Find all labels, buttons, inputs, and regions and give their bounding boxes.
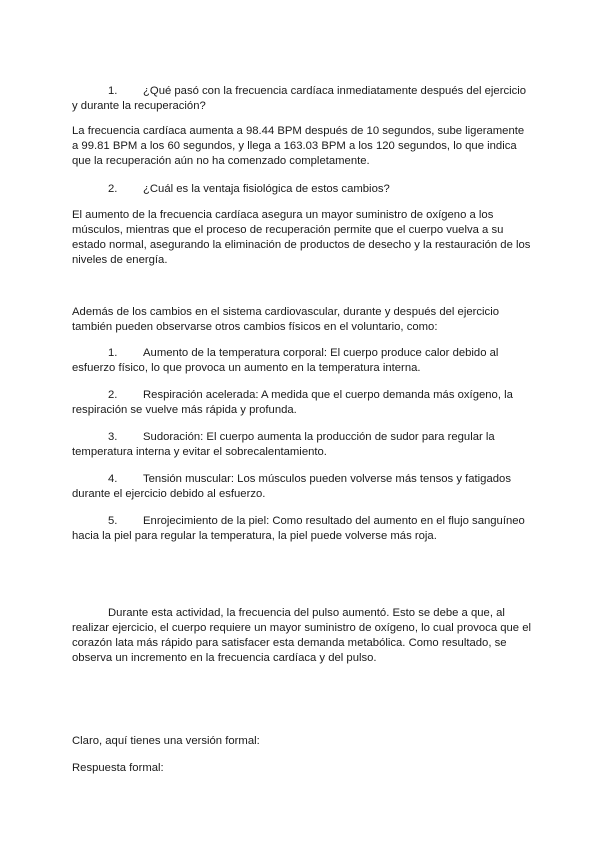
list-item-line1: Respiración acelerada: A medida que el cuerpo demanda más oxígeno, la <box>143 389 513 401</box>
list-item-line2: hacia la piel para regular la temperatura, la piel puede volverse más roja. <box>72 530 437 542</box>
list-item <box>72 346 532 376</box>
question-1-number: 1. <box>108 85 118 97</box>
list-item <box>72 388 532 418</box>
list-item-line2: respiración se vuelve más rápida y profunda. <box>72 404 297 416</box>
physical-changes-intro: Además de los cambios en el sistema cardiovascular, durante y después del ejercicio también pueden observarse otros cambios físicos en el voluntario, como: <box>72 306 499 333</box>
list-item-number: 4. <box>108 473 118 485</box>
question-2-line1: ¿Cuál es la ventaja fisiológica de estos cambios? <box>143 183 390 195</box>
list-item <box>72 430 532 460</box>
list-item-number: 5. <box>108 515 118 527</box>
list-item-line2: esfuerzo físico, lo que provoca un aumento en la temperatura interna. <box>72 362 421 374</box>
list-item-line1: Tensión muscular: Los músculos pueden volverse más tensos y fatigados <box>143 473 511 485</box>
list-item-number: 2. <box>108 389 118 401</box>
list-item <box>72 472 532 502</box>
list-item-number: 1. <box>108 347 118 359</box>
question-1-line1: ¿Qué pasó con la frecuencia cardíaca inmediatamente después del ejercicio <box>143 85 527 97</box>
question-2-number: 2. <box>108 183 118 195</box>
list-item-line1: Aumento de la temperatura corporal: El cuerpo produce calor debido al <box>143 347 499 359</box>
list-item-line2: durante el ejercicio debido al esfuerzo. <box>72 488 266 500</box>
list-item-line1: Sudoración: El cuerpo aumenta la producción de sudor para regular la <box>143 431 495 443</box>
list-item <box>72 514 532 544</box>
list-item-number: 3. <box>108 431 118 443</box>
formal-version-line: Claro, aquí tienes una versión formal: <box>72 735 260 747</box>
question-1 <box>72 84 532 114</box>
list-item-line2: temperatura interna y evitar el sobrecalentamiento. <box>72 446 327 458</box>
pulse-paragraph-text: Durante esta actividad, la frecuencia del pulso aumentó. Esto se debe a que, al realizar ejercicio, el cuerpo requiere un mayor suministro de oxígeno, lo cual provoca que el corazón lata más rápido para satisfacer esta demanda metabólica. Como resultado, se observa un incremento en la frecuencia cardíaca y del pulso. <box>72 607 532 664</box>
answer-2-paragraph: El aumento de la frecuencia cardíaca asegura un mayor suministro de oxígeno a los músculos, mientras que el proceso de recuperación permite que el cuerpo vuelva a su estado normal, asegurando la eliminación de productos de desecho y la restauración de los niveles de energía. <box>72 209 531 266</box>
formal-answer-label: Respuesta formal: <box>72 762 164 774</box>
list-item-line1: Enrojecimiento de la piel: Como resultado del aumento en el flujo sanguíneo <box>143 515 525 527</box>
question-2 <box>72 182 532 197</box>
question-1-line2: y durante la recuperación? <box>72 100 206 112</box>
pulse-paragraph <box>72 606 532 666</box>
answer-1-paragraph: La frecuencia cardíaca aumenta a 98.44 BPM después de 10 segundos, sube ligeramente a 99.81 BPM a los 60 segundos, y llega a 163.03 BPM a los 120 segundos, lo que indica que la recuperación aún no ha comenzado completamente. <box>72 125 525 167</box>
